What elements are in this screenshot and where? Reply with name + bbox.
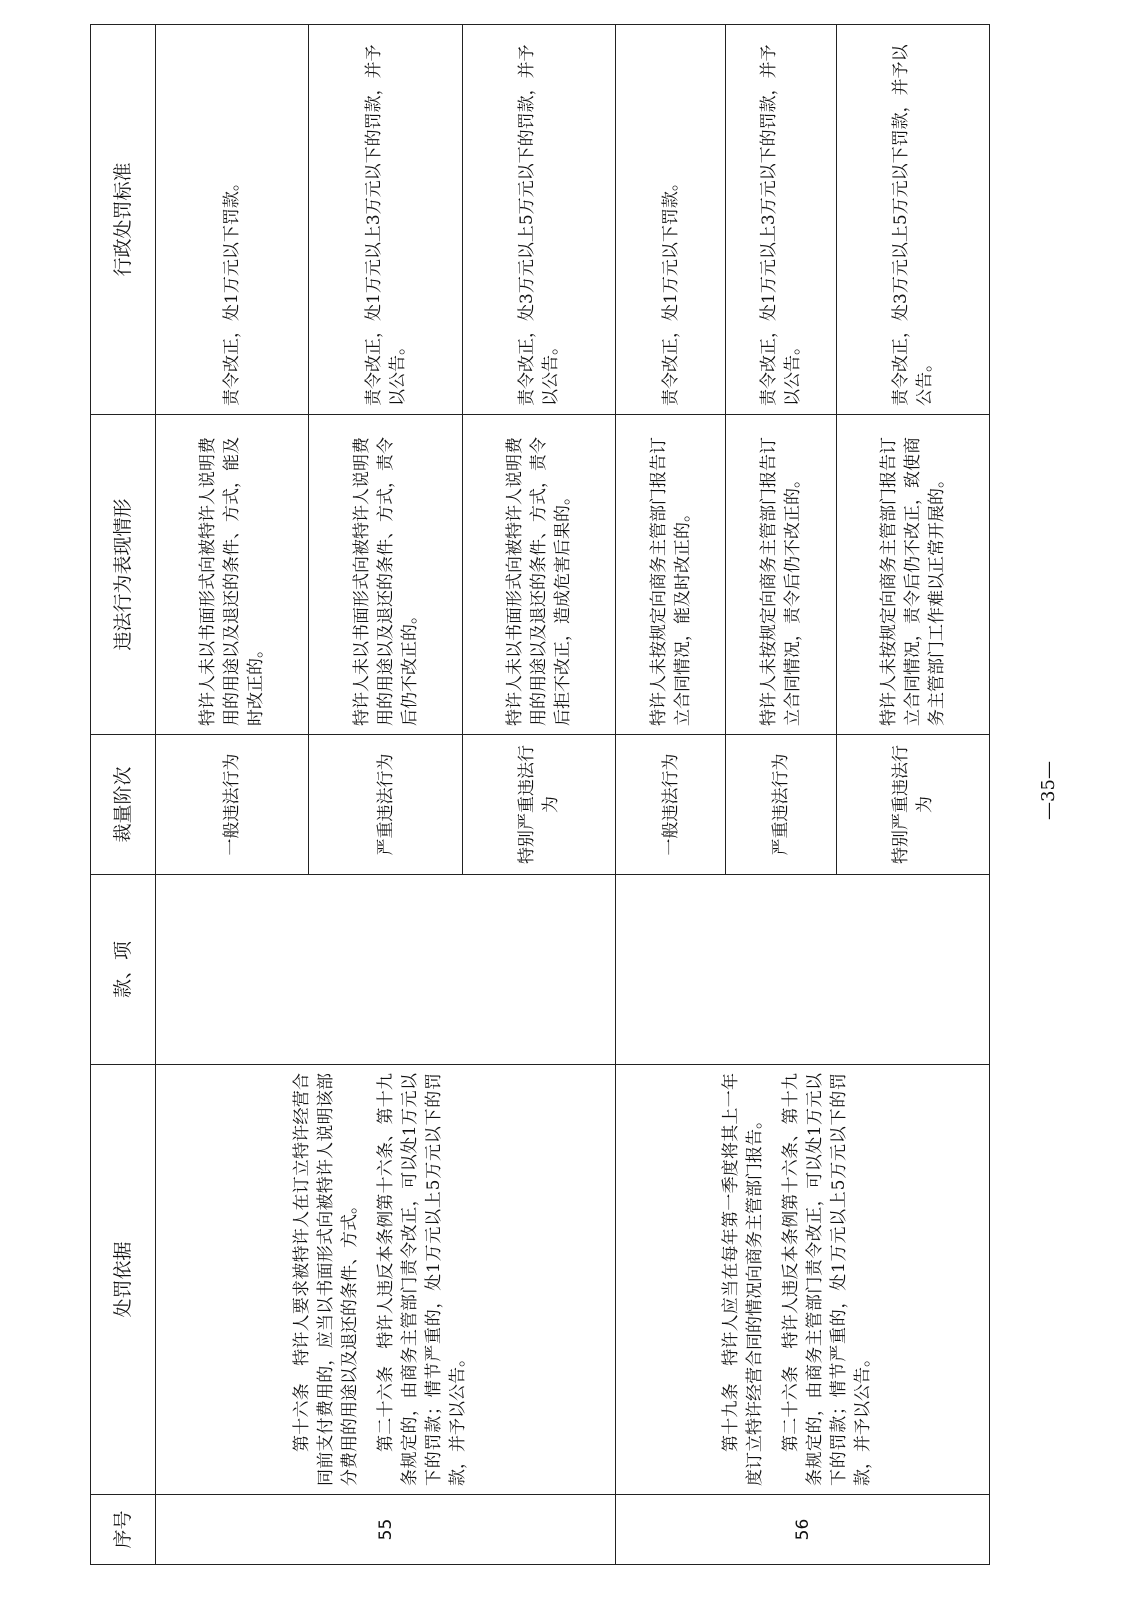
standard-cell: 责令改正，处1万元以下罚款。: [616, 25, 726, 415]
clause-cell: [616, 875, 990, 1065]
basis-cell: [616, 1065, 990, 1495]
level-cell: 一般违法行为: [616, 735, 726, 875]
level-cell: 特别严重违法行为: [462, 735, 615, 875]
header-level: 裁量阶次: [91, 735, 156, 875]
level-cell: 严重违法行为: [726, 735, 836, 875]
behavior-cell: 特许人未按规定向商务主管部门报告订立合同情况，责令后仍不改正的。: [726, 415, 836, 735]
behavior-cell: 特许人未以书面形式向被特许人说明费用的用途以及退还的条件、方式，责令后拒不改正，造成危害后果的。: [462, 415, 615, 735]
page-number-text: —35—: [1037, 760, 1059, 820]
penalty-standards-table: [90, 24, 990, 1565]
standard-cell: 责令改正，处3万元以上5万元以下的罚款，并予以公告。: [462, 25, 615, 415]
basis-paragraph: 第十九条 特许人应当在每年第一季度将其上一年度订立特许经营合同的情况向商务主管部门报告。: [720, 1073, 765, 1486]
behavior-cell: 特许人未以书面形式向被特许人说明费用的用途以及退还的条件、方式，能及时改正的。: [156, 415, 309, 735]
page-number: [1028, 760, 1068, 820]
seq-cell: 55: [156, 1495, 616, 1565]
behavior-cell: 特许人未以书面形式向被特许人说明费用的用途以及退还的条件、方式，责令后仍不改正的。: [309, 415, 462, 735]
table-row: [156, 25, 309, 1565]
standard-cell: 责令改正，处1万元以上3万元以下的罚款，并予以公告。: [309, 25, 462, 415]
level-cell: 一般违法行为: [156, 735, 309, 875]
behavior-cell: 特许人未按规定向商务主管部门报告订立合同情况，责令后仍不改正，致使商务主管部门工作难以正常开展的。: [836, 415, 989, 735]
seq-cell: 56: [616, 1495, 990, 1565]
header-basis: 处罚依据: [91, 1065, 156, 1495]
standard-cell: 责令改正，处1万元以下罚款。: [156, 25, 309, 415]
clause-cell: [156, 875, 616, 1065]
level-cell: 严重违法行为: [309, 735, 462, 875]
rotated-page: [90, 25, 990, 1565]
table-row: [616, 25, 726, 1565]
header-behavior: 违法行为表现情形: [91, 415, 156, 735]
basis-cell: [156, 1065, 616, 1495]
header-standard: 行政处罚标准: [91, 25, 156, 415]
basis-paragraph: 第二十六条 特许人违反本条例第十六条、第十九条规定的，由商务主管部门责令改正，可以处1万元以下的罚款；情节严重的，处1万元以上5万元以下的罚款，并予以公告。: [375, 1073, 468, 1486]
basis-paragraph: 第二十六条 特许人违反本条例第十六条、第十九条规定的，由商务主管部门责令改正，可以处1万元以下的罚款；情节严重的，处1万元以上5万元以下的罚款，并予以公告。: [780, 1073, 873, 1486]
behavior-cell: 特许人未按规定向商务主管部门报告订立合同情况，能及时改正的。: [616, 415, 726, 735]
header-row: [91, 25, 156, 1565]
standard-cell: 责令改正，处3万元以上5万元以下罚款，并予以公告。: [836, 25, 989, 415]
standard-cell: 责令改正，处1万元以上3万元以下的罚款，并予以公告。: [726, 25, 836, 415]
basis-paragraph: 第十六条 特许人要求被特许人在订立特许经营合同前支付费用的，应当以书面形式向被特许人说明该部分费用的用途以及退还的条件、方式。: [291, 1073, 360, 1486]
level-cell: 特别严重违法行为: [836, 735, 989, 875]
header-seq: 序号: [91, 1495, 156, 1565]
header-clause: 款、项: [91, 875, 156, 1065]
